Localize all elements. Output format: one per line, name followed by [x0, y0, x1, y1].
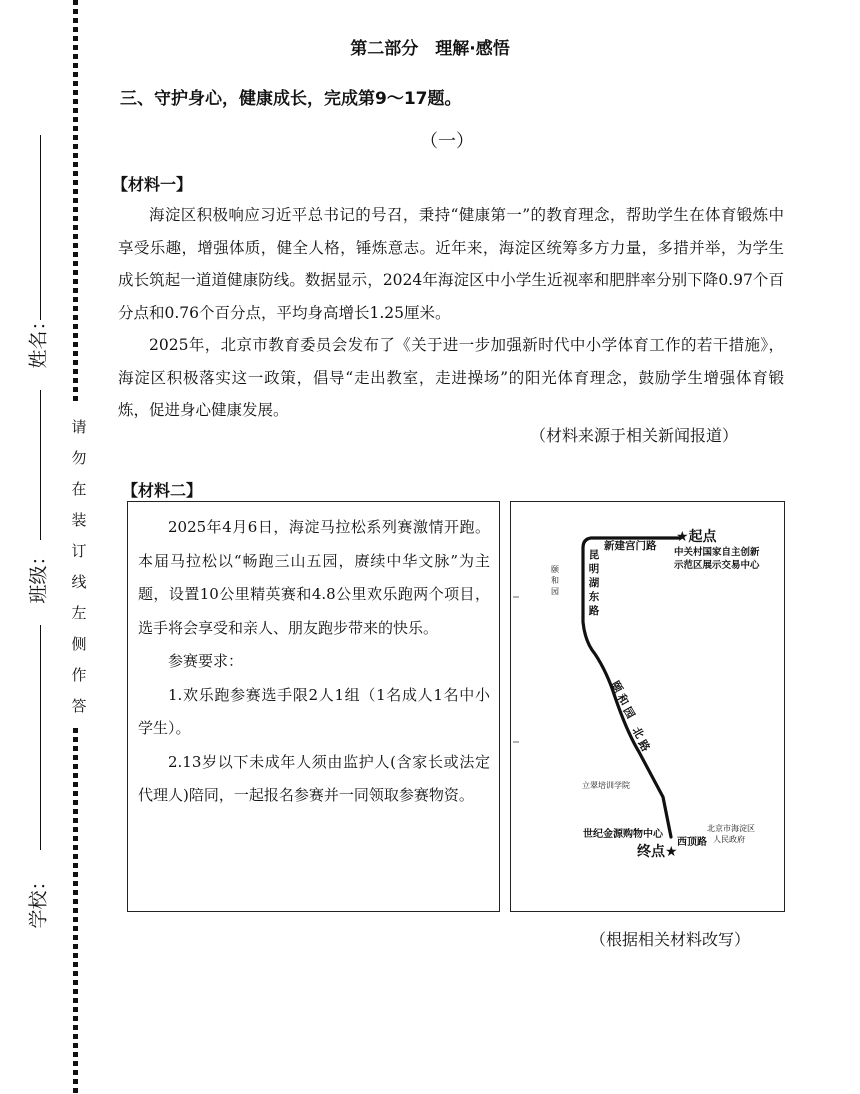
- part-title: 第二部分 理解·感悟: [350, 39, 510, 59]
- park-char: 园: [551, 587, 559, 596]
- road-char: 路: [588, 605, 600, 617]
- requirement-item: 1.欢乐跑参赛选手限2人1组（1名成人1名中小学生）。: [138, 685, 490, 737]
- end-mall-label: 世纪金源购物中心: [583, 829, 663, 840]
- notice-char: 装: [71, 511, 87, 529]
- road-label-top: 新建宫门路: [604, 540, 657, 552]
- notice-char: 作: [71, 666, 87, 684]
- material2-source: （根据相关材料改写）: [590, 930, 751, 949]
- park-char: 和: [551, 576, 559, 585]
- material2-intro: 2025年4月6日，海淀马拉松系列赛激情开跑。本届马拉松以“畅跑三山五园，赓续中华文脉”为主题，设置10公里精英赛和4.8公里欢乐跑两个项目，选手将会享受和亲人、朋友跑步带来的快乐。: [138, 518, 490, 637]
- notice-char: 请: [71, 418, 87, 436]
- road-char: 湖: [588, 577, 600, 589]
- notice-char: 侧: [71, 635, 87, 653]
- road-char: 北: [629, 724, 647, 741]
- start-label: ★起点: [676, 529, 717, 545]
- binding-dotted-line-top: [73, 0, 78, 405]
- notice-char: 左: [71, 604, 87, 622]
- start-place-line2: 示范区展示交易中心: [674, 560, 760, 571]
- school-label: 学校：: [27, 871, 50, 929]
- park-char: 颐: [551, 565, 559, 574]
- road-char: 颐: [608, 678, 626, 695]
- material1-paragraph: 2025年，北京市教育委员会发布了《关于进一步加强新时代中小学体育工作的若干措施》，海淀区积极落实这一政策，倡导“走出教室，走进操场”的阳光体育理念，鼓励学生增强体育锻炼，促进身心健康发展。: [118, 336, 784, 419]
- notice-char: 在: [71, 480, 87, 498]
- material1-body: [118, 199, 784, 427]
- park-label: [549, 564, 561, 597]
- class-fill-line: [40, 390, 41, 540]
- material2-text: [138, 511, 490, 813]
- notice-char: 订: [71, 542, 87, 560]
- route-map: [510, 501, 785, 912]
- name-fill-line: [40, 135, 41, 320]
- road-char: 园: [620, 704, 638, 721]
- notice-char: 线: [71, 573, 87, 591]
- do-not-answer-notice: [68, 412, 90, 722]
- material1-title: 【材料一】: [112, 175, 193, 194]
- road-char: 昆: [588, 549, 600, 561]
- binding-dotted-line-bottom: [73, 728, 78, 1094]
- material2-title: 【材料二】: [122, 481, 203, 500]
- road-char: 路: [635, 737, 653, 754]
- end-label: 终点★: [637, 844, 678, 860]
- name-label: 姓名：: [27, 311, 50, 369]
- notice-char: 勿: [71, 449, 87, 467]
- gov-label-line2: 人民政府: [713, 835, 745, 844]
- school-label: 立翠培训学院: [582, 781, 630, 790]
- material1-source: （材料来源于相关新闻报道）: [530, 426, 739, 445]
- gov-label-line1: 北京市海淀区: [707, 824, 755, 833]
- road-char: 东: [588, 591, 600, 603]
- start-place-line1: 中关村国家自主创新: [674, 547, 760, 558]
- class-fill-line-lower: [40, 625, 41, 850]
- requirement-item: 2.13岁以下未成年人须由监护人(含家长或法定代理人)陪同，一起报名参赛并一同领取参赛物资。: [138, 752, 490, 804]
- material1-paragraph: 海淀区积极响应习近平总书记的号召，秉持“健康第一”的教育理念，帮助学生在体育锻炼中享受乐趣，增强体质，健全人格，锤炼意志。近年来，海淀区统筹多方力量，多措并举，为学生成长筑起一道道健康防线。数据显示，2024年海淀区中小学生近视率和肥胖率分别下降0.97个百分点和0.76个百分点，平均身高增长1.25厘米。: [118, 206, 784, 322]
- sub-number: （一）: [420, 131, 474, 152]
- road-label-kunming: [587, 548, 601, 618]
- notice-char: 答: [71, 697, 87, 715]
- section-title: 三、守护身心，健康成长，完成第9～17题。: [120, 89, 462, 109]
- end-road-label: 西顶路: [677, 837, 707, 848]
- requirements-heading: 参赛要求：: [168, 652, 244, 670]
- road-char: 明: [588, 563, 600, 575]
- class-label: 班级：: [27, 546, 50, 604]
- road-char: 和: [614, 691, 632, 708]
